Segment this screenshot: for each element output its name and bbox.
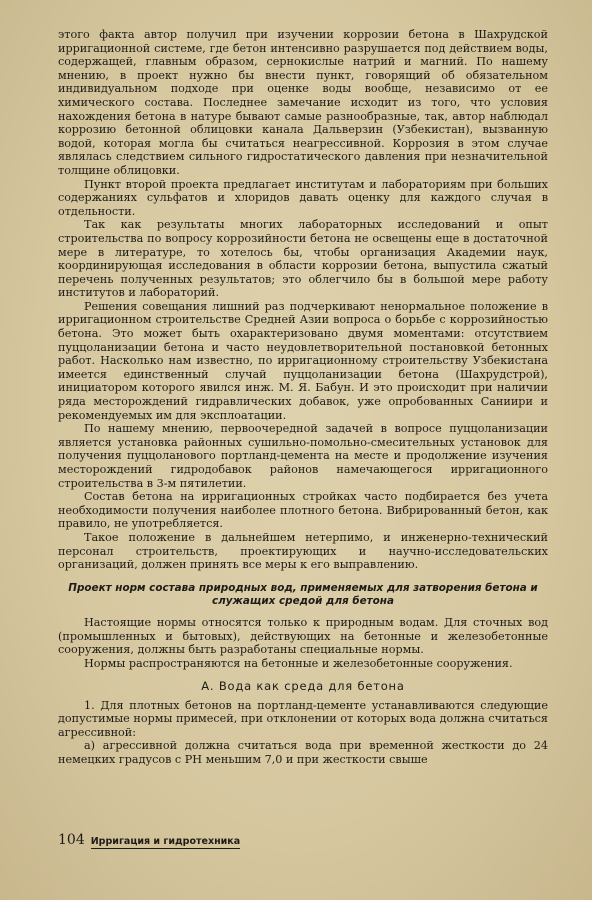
paragraph: Решения совещания лишний раз подчеркивают ненормальное положение в ирригационном строительстве Средней Азии вопроса о борьбе с коррозийностью бетона. Это может быть охарактеризовано двумя моментами: отсутствием пуццоланизации бетона и часто неудовлетворительной постановкой бетонных работ. Насколько нам известно, по ирригационному строительству Узбекистана имеется единственный случай пуццоланизации бетона (Шахрудстрой), инициатором которого явился инж. М. Я. Бабун. И это происходит при наличии ряда месторождений гидравлических добавок, уже опробованных Саниири и рекомендуемых им для эксплоатации.: [58, 299, 548, 422]
section-title: А. Вода как среда для бетона: [201, 678, 405, 693]
paragraph: а) агрессивной должна считаться вода при временной жесткости до 24 немецких градусов с PH меньшим 7,0 и при жесткости свыше: [58, 739, 548, 766]
paragraph: Нормы распространяются на бетонные и железобетонные сооружения.: [84, 656, 513, 670]
paragraph: 1. Для плотных бетонов на портланд-цементе устанавливаются следующие допустимые нормы примесей, при отклонении от которых вода должна считаться агрессивной:: [58, 698, 548, 739]
paragraph: Настоящие нормы относятся только к природным водам. Для сточных вод (промышленных и бытовых), действующих на бетонные и железобетонные сооружения, должны быть разработаны специальные нормы.: [58, 616, 548, 657]
article-heading: Проект норм состава природных вод, применяемых для затворения бетона и служащих средой для бетона: [68, 581, 538, 607]
body-text-top: [58, 28, 548, 572]
paragraph: этого факта автор получил при изучении коррозии бетона в Шахрудской ирригационной системе, где бетон интенсивно разрушается под действием воды, содержащей, главным образом, сернокислые натрий и магний. По нашему мнению, в проект нужно бы внести пункт, говорящий об обязательном индивидуальном подходе при оценке воды вообще, независимо от ее химического состава. Последнее замечание исходит из того, что условия нахождения бетона в натуре бывают самые разнообразные, так, автор наблюдал коррозию бетонной облицовки канала Дальверзин (Узбекистан), вызванную водой, которая могла бы считаться неагрессивной. Коррозия в этом случае являлась следствием сильного гидростатического давления при незначительной толщине облицовки.: [58, 28, 548, 177]
paragraph: Состав бетона на ирригационных стройках часто подбирается без учета необходимости получения наиболее плотного бетона. Вибрированный бетон, как правило, не употребляется.: [58, 490, 548, 531]
paragraph: Такое положение в дальнейшем нетерпимо, и инженерно-технический персонал строительств, проектирующих и научно-исследовательских организаций, должен принять все меры к его выправлению.: [58, 530, 548, 572]
page-footer: [58, 832, 240, 849]
paragraph: По нашему мнению, первоочередной задачей в вопросе пуццоланизации является установка районных сушильно-помольно-смесительных установок для получения пуццоланового портланд-цемента на месте и продолжение изучения месторождений гидродобавок районов намечающегося ирригационного строительства в 3-м пятилетии.: [58, 422, 548, 490]
paragraph: Пункт второй проекта предлагает институтам и лабораториям при больших содержаниях сульфатов и хлоридов давать оценку для каждого случая в отдельности.: [58, 177, 548, 218]
body-text-mid: [58, 616, 548, 670]
journal-title: Ирригация и гидротехника: [90, 836, 241, 847]
paragraph: Так как результаты многих лабораторных исследований и опыт строительства по вопросу коррозийности бетона не освещены еще в достаточной мере в литературе, то хотелось бы, чтобы организация Академии наук, координирующая исследования в области коррозии бетона, выпустила сжатый перечень полученных результатов; это облегчило бы в большой мере работу институтов и лабораторий.: [58, 218, 548, 300]
page-number: 104: [58, 832, 85, 848]
body-text-bottom: [58, 699, 548, 767]
